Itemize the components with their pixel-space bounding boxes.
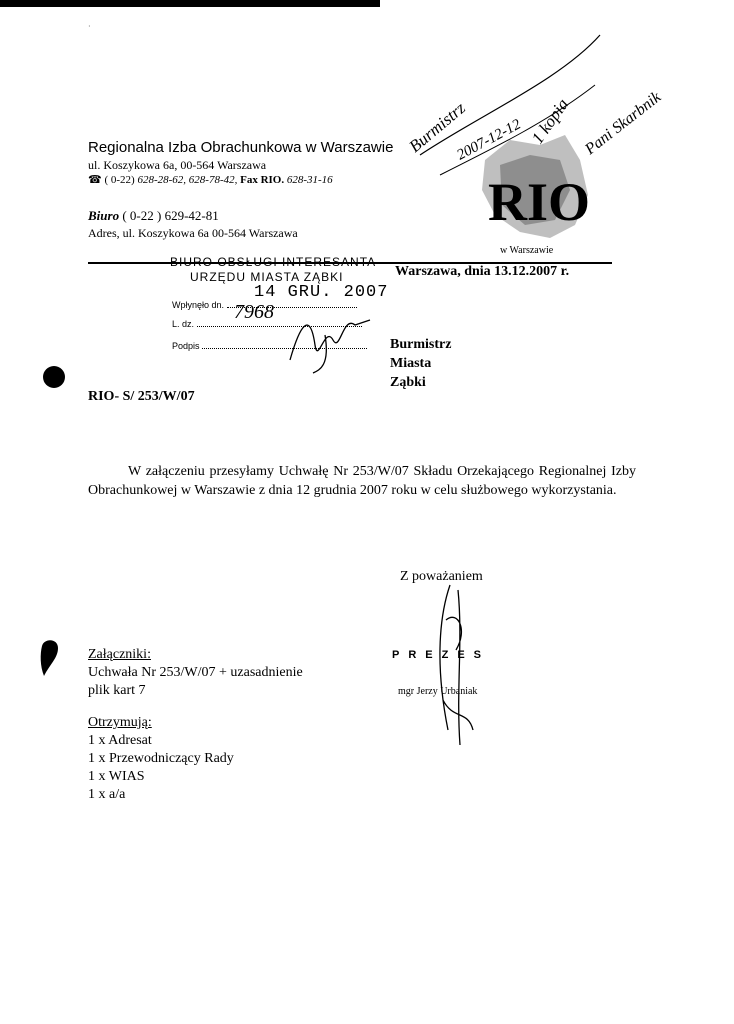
recipients-item: 1 x Przewodniczący Rady [88, 751, 234, 766]
stamp-number-label: L. dz. [172, 319, 195, 329]
phone-label: ( 0-22) [104, 174, 135, 186]
recipients-item: 1 x a/a [88, 787, 126, 802]
handwritten-note-4: Pani Skarbnik [581, 88, 665, 159]
top-black-bar [0, 0, 380, 7]
fax-label: Fax RIO. [240, 174, 285, 186]
rio-logo-text: RIO [488, 172, 591, 232]
recipient-line-3: Ząbki [390, 375, 426, 390]
handwritten-note-2: 2007-12-12 [454, 116, 524, 164]
handwritten-annotations [400, 25, 700, 215]
punch-hole-mark-2 [36, 636, 62, 680]
recipients-section [88, 714, 234, 804]
recipient-line-1: Burmistrz [390, 337, 452, 352]
place-date: Warszawa, dnia 13.12.2007 r. [395, 264, 570, 279]
recipients-item: 1 x Adresat [88, 733, 152, 748]
handwritten-note-1: Burmistrz [405, 98, 469, 157]
punch-hole-mark [43, 366, 65, 388]
stamp-received-label: Wpłynęło dn. [172, 300, 225, 310]
phone-icon: ☎ [88, 174, 102, 186]
stamp-signature-scribble [285, 305, 375, 375]
phone-line [88, 173, 333, 186]
closing: Z poważaniem [400, 569, 483, 584]
stamp-office: URZĘDU MIASTA ZĄBKI [190, 270, 344, 284]
stamp-title: BIURO OBSŁUGI INTERESANTA [170, 255, 377, 269]
biuro-line [88, 208, 219, 224]
attachment-item: plik kart 7 [88, 683, 146, 698]
letter-body: W załączeniu przesyłamy Uchwałę Nr 253/W/07 Składu Orzekającego Regionalnej Izby Obrachunkowej w Warszawie z dnia 12 grudnia 2007 roku w celu służbowego wykorzystania. [88, 464, 636, 498]
scan-speck: · [88, 22, 91, 31]
attachments-section [88, 646, 303, 700]
organization-name: Regionalna Izba Obrachunkowa w Warszawie [88, 139, 394, 156]
attachment-item: Uchwała Nr 253/W/07 + uzasadnienie [88, 665, 303, 680]
signature-title: PREZES [392, 649, 491, 661]
rio-logo-subtitle: w Warszawie [500, 245, 554, 256]
attachments-heading: Załączniki: [88, 647, 151, 662]
stamp-date: 14 GRU. 2007 [254, 283, 389, 302]
handwritten-note-3: 1 kopia [527, 95, 573, 148]
stamp-signature-label: Podpis [172, 341, 200, 351]
fax-number: 628-31-16 [286, 174, 333, 186]
reference-number: RIO- S/ 253/W/07 [88, 389, 195, 404]
adres-line: Adres, ul. Koszykowa 6a 00-564 Warszawa [88, 226, 298, 240]
recipient-line-2: Miasta [390, 356, 432, 371]
phone-numbers: 628-28-62, 628-78-42, [137, 174, 238, 186]
recipients-item: 1 x WIAS [88, 769, 145, 784]
address-line: ul. Koszykowa 6a, 00-564 Warszawa [88, 158, 267, 172]
recipients-heading: Otrzymują: [88, 715, 152, 730]
signature-scribble [428, 580, 488, 750]
stamp-number-value: 7968 [234, 301, 274, 323]
biuro-label: Biuro [88, 208, 120, 223]
biuro-phone: ( 0-22 ) 629-42-81 [122, 208, 219, 223]
signature-name: mgr Jerzy Urbaniak [398, 686, 478, 697]
